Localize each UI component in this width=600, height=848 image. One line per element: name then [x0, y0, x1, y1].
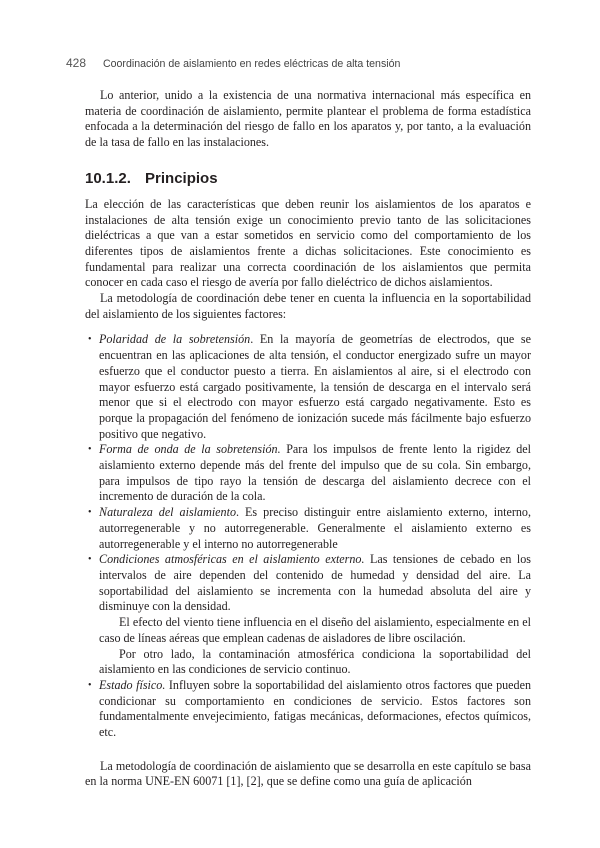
factor-term: Polaridad de la sobretensión	[99, 332, 251, 347]
factor-subparagraph: El efecto del viento tiene influencia en el diseño del aislamiento, especialmente en el caso de líneas aéreas que emplean cadenas de aisladores de libre oscilación.	[99, 615, 531, 645]
factor-term: Condiciones atmosféricas en el aislamiento externo.	[99, 552, 365, 567]
factor-term: Naturaleza del aislamiento	[99, 505, 236, 520]
list-item	[85, 505, 531, 552]
factor-term: Estado físico.	[99, 677, 166, 692]
section-title: Principios	[145, 169, 218, 187]
bullet-icon: •	[88, 507, 92, 519]
bullet-icon: •	[88, 679, 92, 691]
factor-text: Las tensiones de cebado en los intervalos de aire dependen del contenido de humedad y densidad del aire. La soportabilidad del aislamiento se incrementa con la humedad absoluta del aire y disminuye con la densidad.	[99, 552, 531, 614]
factor-text: Para los impulsos de frente lento la rigidez del aislamiento externo depende más del frente del impulso que de su cola. Sin embargo, para impulsos de tipo rayo la tensión de descarga del aislamiento decrece con el incremento de duración de la cola.	[99, 442, 531, 504]
closing-paragraph: La metodología de coordinación de aislamiento que se desarrolla en este capítulo se basa en la norma UNE-EN 60071 [1], [2], que se define como una guía de aplicación	[85, 758, 531, 789]
factor-text: . Es preciso distinguir entre aislamiento externo, interno, autorregenerable y no autorregenerable. Generalmente el aislamiento externo es autorregenerable y el interno no autorregenerable	[99, 505, 531, 551]
factors-list	[85, 332, 531, 740]
list-item	[85, 332, 531, 442]
bullet-icon: •	[88, 554, 92, 566]
list-item	[85, 442, 531, 505]
factor-subparagraph: Por otro lado, la contaminación atmosférica condiciona la soportabilidad del aislamiento en las condiciones de servicio continuo.	[99, 646, 531, 677]
section-heading	[85, 170, 531, 188]
factor-text: Influyen sobre la soportabilidad del aislamiento otros factores que pueden condicionar su comportamiento en condiciones de servicio. Estos factores son fundamentalmente envejecimiento, fatigas mecánicas, deformaciones, efectos químicos, etc.	[99, 677, 532, 740]
list-item	[85, 552, 531, 678]
paragraph: La elección de las características que deben reunir los aislamientos de los aparatos e instalaciones de alta tensión exige un conocimiento previo tanto de las solicitaciones dieléctricas a que van a estar sometidos en servicio como del comportamiento de los diferentes tipos de aislamientos frente a dichas solicitaciones. Este conocimiento es fundamental para realizar una correcta coordinación de los aislamientos que permita conocer en cada caso el riesgo de avería por fallo dieléctrico de dichos aislamientos.	[85, 196, 531, 290]
factor-text: . En la mayoría de geometrías de electrodos, que se encuentran en las aplicaciones de alta tensión, el conductor energizado sufre un mayor esfuerzo que el conductor puesto a tierra. En aislamientos al aire, si el electrodo con mayor esfuerzo está cargado positivamente, la tensión de descarga en el intervalo será menor que si el electrodo con mayor esfuerzo está cargado negativamente. Esto es porque la propagación del fenómeno de ionización sucede más fácilmente bajo esfuerzo positivo que negativo.	[99, 332, 531, 441]
factor-term: Forma de onda de la sobretensión.	[99, 442, 281, 457]
section-number: 10.1.2.	[85, 169, 131, 187]
intro-paragraph: Lo anterior, unido a la existencia de una normativa internacional más específica en materia de coordinación de aislamiento, permite plantear el problema de forma estadística enfocada a la determinación del riesgo de fallo en los aparatos y, por tanto, a la evaluación de la tasa de fallo en las instalaciones.	[85, 88, 531, 150]
bullet-icon: •	[88, 444, 92, 456]
body-text	[85, 88, 531, 790]
running-title: Coordinación de aislamiento en redes eléctricas de alta tensión	[102, 58, 401, 70]
running-header	[66, 56, 536, 70]
bullet-icon: •	[88, 334, 92, 346]
page-number: 428	[66, 56, 87, 70]
paragraph: La metodología de coordinación debe tener en cuenta la influencia en la soportabilidad del aislamiento de los siguientes factores:	[85, 291, 531, 321]
list-item	[85, 678, 531, 741]
